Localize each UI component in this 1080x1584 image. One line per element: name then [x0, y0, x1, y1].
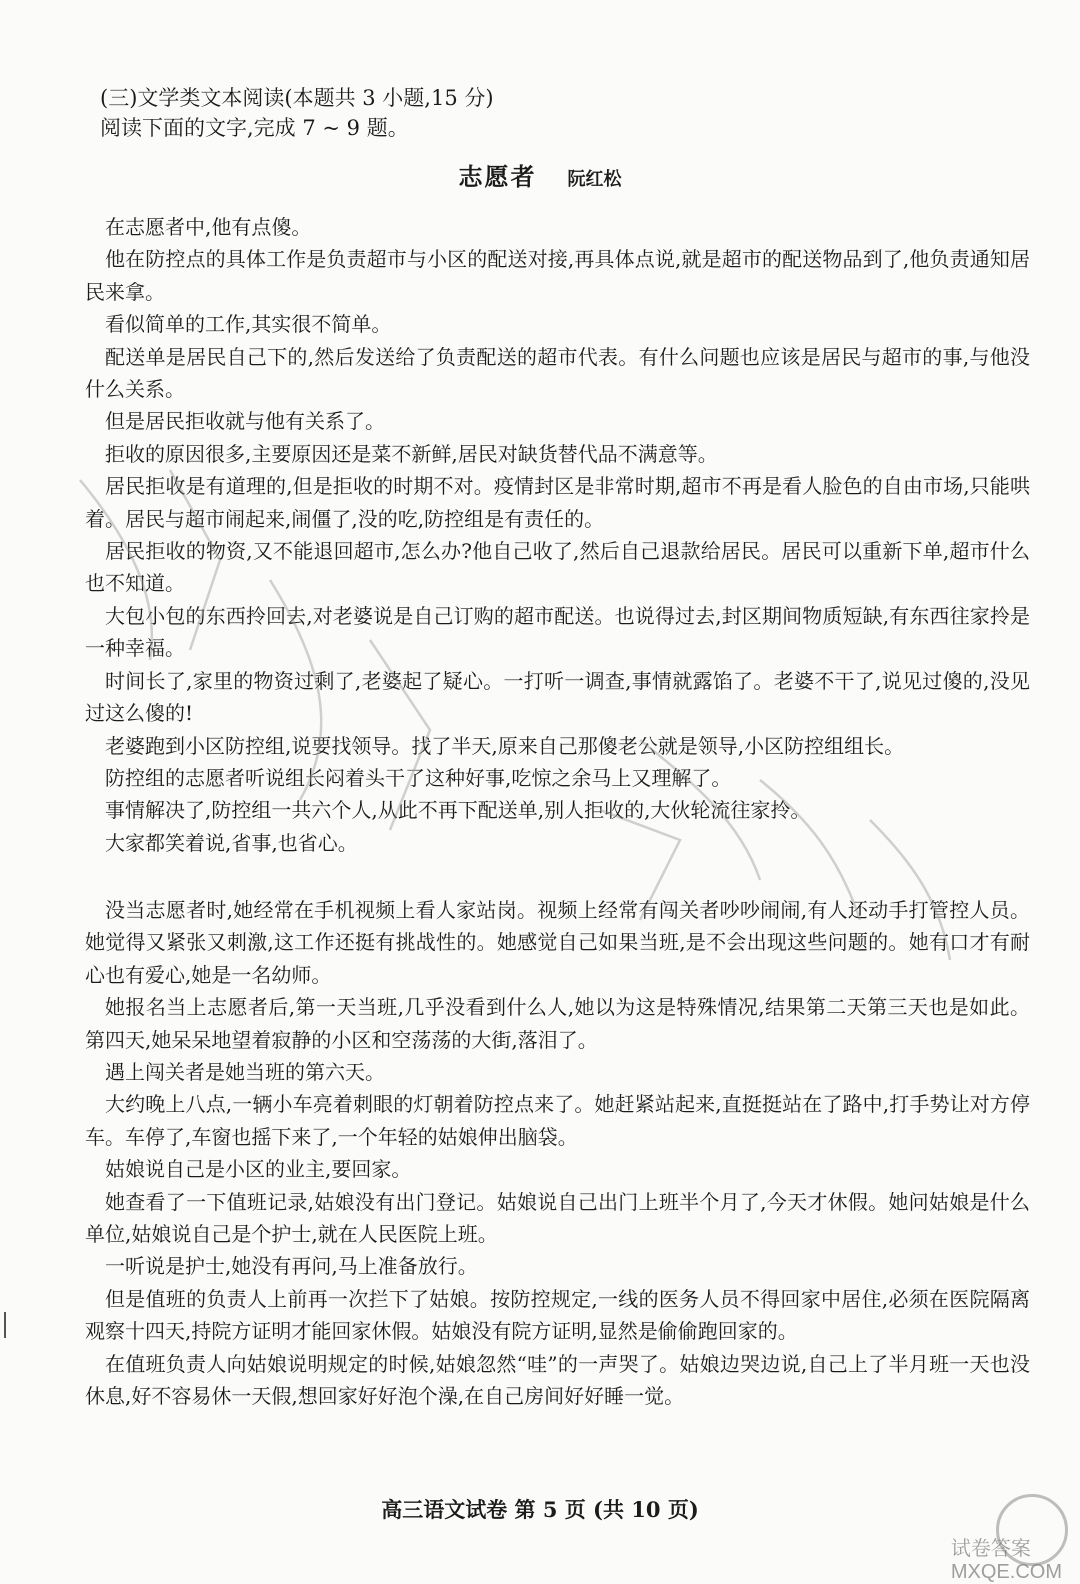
article-title: 志愿者 [458, 162, 537, 191]
paragraph: 姑娘说自己是小区的业主,要回家。 [105, 1157, 412, 1182]
article-title-line [0, 157, 1080, 192]
section-heading: (三)文学类文本阅读(本题共 3 小题,15 分) [100, 86, 494, 110]
paragraph: 在值班负责人向姑娘说明规定的时候,姑娘忽然“哇”的一声哭了。姑娘边哭边说,自己上了半月班一天也没休息,好不容易休一天假,想回家好好泡个澡,在自己房间好好睡一觉。 [85, 1351, 1030, 1409]
paragraph: 配送单是居民自己下的,然后发送给了负责配送的超市代表。有什么问题也应该是居民与超市的事,与他没什么关系。 [85, 344, 1030, 402]
paragraph: 但是值班的负责人上前再一次拦下了姑娘。按防控规定,一线的医务人员不得回家中居住,必须在医院隔离观察十四天,持院方证明才能回家休假。姑娘没有院方证明,显然是偷偷跑回家的。 [85, 1286, 1030, 1344]
paragraph: 一听说是护士,她没有再问,马上准备放行。 [105, 1254, 478, 1279]
paragraph: 大约晚上八点,一辆小车亮着刺眼的灯朝着防控点来了。她赶紧站起来,直挺挺站在了路中,打手势让对方停车。车停了,车窗也摇下来了,一个年轻的姑娘伸出脑袋。 [85, 1092, 1030, 1149]
paragraph: 拒收的原因很多,主要原因还是菜不新鲜,居民对缺货替代品不满意等。 [105, 441, 718, 466]
paragraph: 看似简单的工作,其实很不简单。 [105, 312, 392, 337]
paragraph: 但是居民拒收就与他有关系了。 [105, 409, 385, 434]
paragraph: 居民拒收的物资,又不能退回超市,怎么办?他自己收了,然后自己退款给居民。居民可以重新下单,超市什么也不知道。 [85, 539, 1030, 596]
paragraph: 老婆跑到小区防控组,说要找领导。找了半天,原来自己那傻老公就是领导,小区防控组组长。 [105, 733, 905, 758]
story-part-1 [85, 211, 1030, 859]
paragraph: 她查看了一下值班记录,姑娘没有出门登记。姑娘说自己出门上班半个月了,今天才休假。她问姑娘是什么单位,姑娘说自己是个护士,就在人民医院上班。 [85, 1189, 1030, 1247]
paragraph: 时间长了,家里的物资过剩了,老婆起了疑心。一打听一调查,事情就露馅了。老婆不干了,说见过傻的,没见过这么傻的! [85, 668, 1030, 726]
paragraph: 遇上闯关者是她当班的第六天。 [105, 1060, 385, 1085]
paragraph: 大家都笑着说,省事,也省心。 [105, 830, 358, 855]
watermark-text: 试卷答案 MXQE.COM [950, 1538, 1062, 1583]
paragraph: 他在防控点的具体工作是负责超市与小区的配送对接,再具体点说,就是超市的配送物品到了,他负责通知居民来拿。 [85, 247, 1030, 304]
article-author: 阮红松 [567, 169, 622, 190]
paragraph: 在志愿者中,他有点傻。 [105, 215, 312, 239]
paragraph: 大包小包的东西拎回去,对老婆说是自己订购的超市配送。也说得过去,封区期间物质短缺,有东西往家拎是一种幸福。 [85, 603, 1030, 661]
margin-mark [4, 1312, 6, 1338]
reading-instruction: 阅读下面的文字,完成 7 ~ 9 题。 [100, 116, 409, 140]
story-part-2 [85, 894, 1030, 1413]
page-footer: 高三语文试卷 第 5 页 (共 10 页) [381, 1497, 699, 1522]
paragraph: 事情解决了,防控组一共六个人,从此不再下配送单,别人拒收的,大伙轮流往家拎。 [105, 798, 811, 823]
paragraph: 没当志愿者时,她经常在手机视频上看人家站岗。视频上经常有闯关者吵吵闹闹,有人还动手打管控人员。她觉得又紧张又刺激,这工作还挺有挑战性的。她感觉自己如果当班,是不会出现这些问题的。她有口才有耐心也有爱心,她是一名幼师。 [85, 898, 1030, 987]
paragraph: 她报名当上志愿者后,第一天当班,几乎没看到什么人,她以为这是特殊情况,结果第二天第三天也是如此。第四天,她呆呆地望着寂静的小区和空荡荡的大街,落泪了。 [85, 995, 1030, 1052]
paragraph: 居民拒收是有道理的,但是拒收的时期不对。疫情封区是非常时期,超市不再是看人脸色的自由市场,只能哄着。居民与超市闹起来,闹僵了,没的吃,防控组是有责任的。 [85, 474, 1030, 531]
paragraph: 防控组的志愿者听说组长闷着头干了这种好事,吃惊之余马上又理解了。 [105, 765, 732, 790]
